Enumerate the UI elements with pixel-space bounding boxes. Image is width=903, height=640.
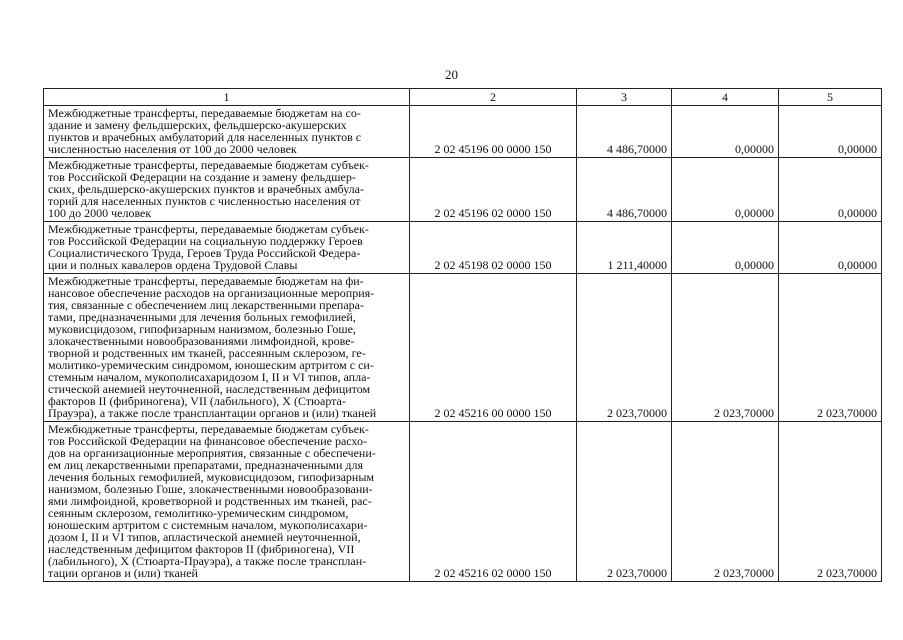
description-line: ями лимфоидной, кроветворной и родственных им тканей, рас- xyxy=(48,494,372,508)
description-line: Межбюджетные трансферты, передаваемые бюджетам субъек- xyxy=(48,222,369,236)
row-code: 2 02 45198 02 0000 150 xyxy=(410,222,577,274)
description-line: молитико-уремическим синдромом, юношеским артритом с си- xyxy=(48,358,374,372)
page-number: 20 xyxy=(445,67,458,82)
description-line: дозом I, II и VI типов, апластической анемией неуточненной, xyxy=(48,530,361,544)
description-line: численностью населения от 100 до 2000 человек xyxy=(48,142,297,156)
description-line: нансовое обеспечение расходов на организационные мероприя- xyxy=(48,286,375,300)
row-value-col3: 4 486,70000 xyxy=(577,106,672,158)
column-header-1: 1 xyxy=(44,89,410,106)
row-description xyxy=(44,158,410,222)
row-code: 2 02 45196 00 0000 150 xyxy=(410,106,577,158)
row-value-col3: 1 211,40000 xyxy=(577,222,672,274)
description-line: Прауэра), а также после трансплантации органов и (или) тканей xyxy=(48,406,377,420)
description-line: наследственным дефицитом факторов II (фибриногена), VII xyxy=(48,542,355,556)
description-line: Социалистического Труда, Героев Труда Российской Федера- xyxy=(48,246,361,260)
column-header-4: 4 xyxy=(672,89,779,106)
description-line: творной и родственных им тканей, рассеянным склерозом, ге- xyxy=(48,346,366,360)
description-line: ции и полных кавалеров ордена Трудовой Славы xyxy=(48,258,298,272)
row-value-col3: 2 023,70000 xyxy=(577,274,672,422)
row-value-col4: 2 023,70000 xyxy=(672,422,779,582)
row-value-col4: 0,00000 xyxy=(672,106,779,158)
description-line: лечения больных гемофилией, муковисцидозом, гипофизарным xyxy=(48,470,374,484)
description-line: стической анемией неуточненной, наследственным дефицитом xyxy=(48,382,371,396)
column-header-3: 3 xyxy=(577,89,672,106)
budget-table xyxy=(43,88,882,582)
header-row xyxy=(44,89,882,106)
description-line: (лабильного), X (Стюарта-Прауэра), а также после трансплан- xyxy=(48,554,367,568)
row-description xyxy=(44,274,410,422)
description-line: Межбюджетные трансферты, передаваемые бюджетам на со- xyxy=(48,106,361,120)
table-row xyxy=(44,422,882,582)
description-line: ских, фельдшерско-акушерских пунктов и врачебных амбула- xyxy=(48,182,364,196)
row-value-col5: 0,00000 xyxy=(779,106,882,158)
row-description xyxy=(44,222,410,274)
description-line: Межбюджетные трансферты, передаваемые бюджетам субъек- xyxy=(48,422,369,436)
row-value-col4: 2 023,70000 xyxy=(672,274,779,422)
row-value-col4: 0,00000 xyxy=(672,158,779,222)
description-line: злокачественными новообразованиями лимфоидной, крове- xyxy=(48,334,355,348)
description-line: сеянным склерозом, гемолитико-уремическим синдромом, xyxy=(48,506,349,520)
description-line: тации органов и (или) тканей xyxy=(48,566,198,580)
description-line: тия, связанные с обеспечением лиц лекарственными препара- xyxy=(48,298,364,312)
description-line: 100 до 2000 человек xyxy=(48,206,152,220)
description-line: ем лиц лекарственными препаратами, предназначенными для xyxy=(48,458,364,472)
description-line: здание и замену фельдшерских, фельдшерско-акушерских xyxy=(48,118,347,132)
description-line: Межбюджетные трансферты, передаваемые бюджетам на фи- xyxy=(48,274,364,288)
table-row xyxy=(44,222,882,274)
row-description xyxy=(44,422,410,582)
description-line: факторов II (фибриногена), VII (лабильного), X (Стюарта- xyxy=(48,394,346,408)
description-line: тов Российской Федерации на социальную поддержку Героев xyxy=(48,234,363,248)
row-value-col5: 2 023,70000 xyxy=(779,274,882,422)
description-line: муковисцидозом, гипофизарным нанизмом, болезнью Гоше, xyxy=(48,322,356,336)
description-line: дов на организационные мероприятия, связанные с обеспечени- xyxy=(48,446,376,460)
description-line: пунктов и врачебных амбулаторий для населенных пунктов с xyxy=(48,130,362,144)
description-line: тов Российской Федерации на финансовое обеспечение расхо- xyxy=(48,434,367,448)
row-value-col4: 0,00000 xyxy=(672,222,779,274)
description-line: торий для населенных пунктов с численностью населения от xyxy=(48,194,361,208)
column-header-5: 5 xyxy=(779,89,882,106)
row-code: 2 02 45196 02 0000 150 xyxy=(410,158,577,222)
description-line: тов Российской Федерации на создание и замену фельдшер- xyxy=(48,170,356,184)
row-value-col5: 0,00000 xyxy=(779,158,882,222)
table-row xyxy=(44,106,882,158)
column-header-2: 2 xyxy=(410,89,577,106)
row-description xyxy=(44,106,410,158)
description-line: тами, предназначенными для лечения больных гемофилией, xyxy=(48,310,356,324)
row-code: 2 02 45216 02 0000 150 xyxy=(410,422,577,582)
description-line: стемным началом, мукополисахаридозом I, II и VI типов, апла- xyxy=(48,370,371,384)
row-value-col3: 4 486,70000 xyxy=(577,158,672,222)
row-value-col5: 0,00000 xyxy=(779,222,882,274)
table-row xyxy=(44,158,882,222)
row-value-col5: 2 023,70000 xyxy=(779,422,882,582)
description-line: юношеским артритом с системным началом, мукополисахари- xyxy=(48,518,368,532)
description-line: нанизмом, болезнью Гоше, злокачественными новообразовани- xyxy=(48,482,373,496)
row-value-col3: 2 023,70000 xyxy=(577,422,672,582)
row-code: 2 02 45216 00 0000 150 xyxy=(410,274,577,422)
table-row xyxy=(44,274,882,422)
description-line: Межбюджетные трансферты, передаваемые бюджетам субъек- xyxy=(48,158,369,172)
